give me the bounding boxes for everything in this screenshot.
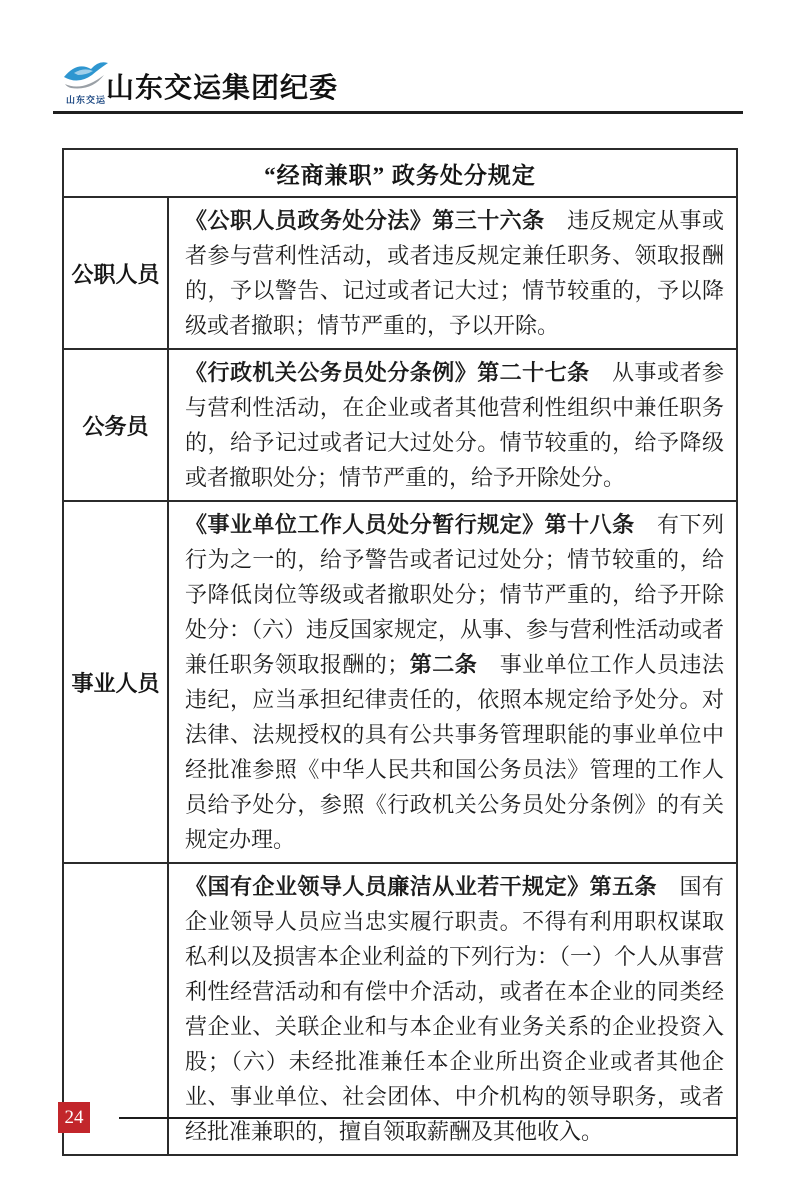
row-content bbox=[169, 502, 736, 862]
brand-title: 山东交运集团纪委 bbox=[106, 72, 339, 103]
table-row bbox=[64, 500, 736, 862]
law-citation: 《行政机关公务员处分条例》第二十七条 bbox=[185, 360, 613, 385]
table-row bbox=[64, 862, 736, 1154]
row-content bbox=[169, 350, 736, 500]
footer-rule bbox=[119, 1117, 737, 1119]
bird-icon bbox=[62, 58, 110, 92]
regulation-table bbox=[62, 148, 738, 1156]
row-content bbox=[169, 198, 736, 348]
row-content bbox=[169, 864, 736, 1154]
law-citation: 第二条 bbox=[409, 652, 500, 677]
row-label: 公职人员 bbox=[64, 198, 169, 348]
page-number-badge: 24 bbox=[58, 1102, 90, 1133]
regulation-text: 有下列行为之一的，给予警告或者记过处分；情节较重的，给予降低岗位等级或者撤职处分；情节严重的，给予开除处分：（六）违反国家规定，从事、参与营利性活动或者兼任职务领取报酬的； bbox=[185, 512, 725, 677]
row-label: 事业人员 bbox=[64, 502, 169, 862]
row-label: 公务员 bbox=[64, 350, 169, 500]
law-citation: 《国有企业领导人员廉洁从业若干规定》第五条 bbox=[185, 874, 680, 899]
law-citation: 《事业单位工作人员处分暂行规定》第十八条 bbox=[185, 512, 658, 537]
regulation-text: 违反规定从事或者参与营利性活动，或者违反规定兼任职务、领取报酬的，予以警告、记过或者记大过；情节较重的，予以降级或者撤职；情节严重的，予以开除。 bbox=[185, 208, 724, 338]
regulation-text: 国有企业领导人员应当忠实履行职责。不得有利用职权谋取私利以及损害本企业利益的下列行为：（一）个人从事营利性经营活动和有偿中介活动，或者在本企业的同类经营企业、关联企业和与本企业有业务关系的企业投资入股；（六）未经批准兼任本企业所出资企业或者其他企业、事业单位、社会团体、中介机构的领导职务，或者经批准兼职的，擅自领取薪酬及其他收入。 bbox=[185, 874, 725, 1144]
header-rule bbox=[53, 111, 743, 114]
regulation-text: 事业单位工作人员违法违纪，应当承担纪律责任的，依照本规定给予处分。对法律、法规授权的具有公共事务管理职能的事业单位中经批准参照《中华人民共和国公务员法》管理的工作人员给予处分，参照《行政机关公务员处分条例》的有关规定办理。 bbox=[185, 652, 724, 852]
table-row bbox=[64, 196, 736, 348]
table-title: “经商兼职” 政务处分规定 bbox=[264, 162, 536, 188]
regulation-text: 从事或者参与营利性活动，在企业或者其他营利性组织中兼任职务的，给予记过或者记大过处分。情节较重的，给予降级或者撤职处分；情节严重的，给予开除处分。 bbox=[185, 360, 724, 490]
law-citation: 《公职人员政务处分法》第三十六条 bbox=[185, 208, 568, 233]
table-row bbox=[64, 348, 736, 500]
logo-caption: 山东交运 bbox=[65, 95, 106, 105]
